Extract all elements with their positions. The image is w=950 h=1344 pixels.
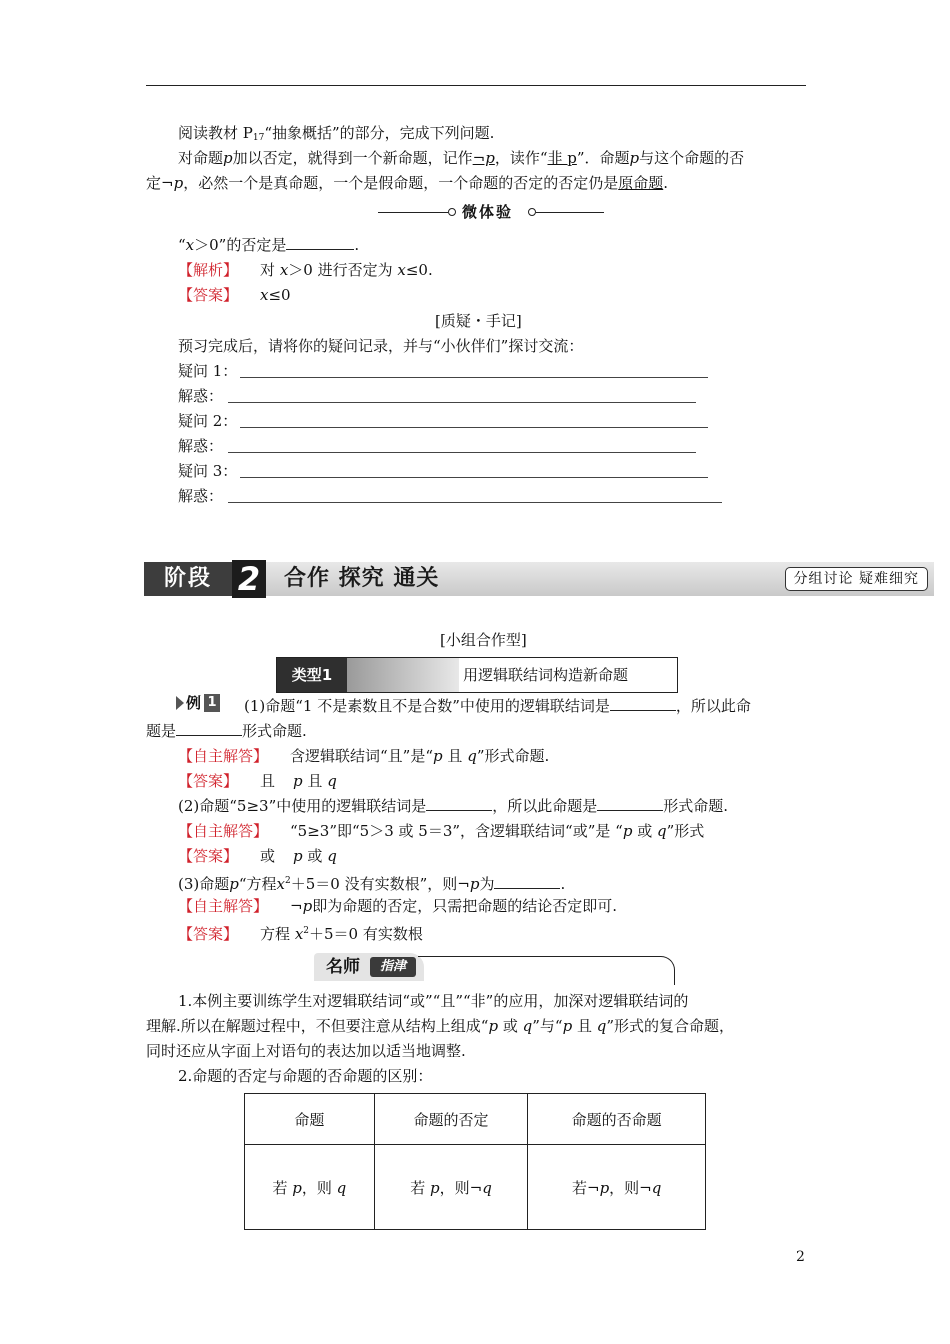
q1-line-1: (1)命题“1 不是素数且不是合数”中使用的逻辑联结词是 ，所以此命 bbox=[244, 697, 751, 715]
header-rule bbox=[146, 85, 806, 86]
type-box bbox=[276, 657, 678, 693]
question-2-line[interactable] bbox=[240, 427, 708, 428]
cell-inverse: 若¬p，则¬q bbox=[528, 1145, 706, 1230]
q2-blank-1[interactable] bbox=[426, 796, 492, 811]
mentor-header bbox=[314, 953, 676, 985]
answer-2-label: 解惑： bbox=[178, 437, 224, 455]
mentor-arc bbox=[418, 956, 675, 985]
stage-number: 2 bbox=[232, 560, 266, 598]
micro-rule-left bbox=[378, 212, 448, 213]
notes-prompt: 预习完成后，请将你的疑问记录，并与“小伙伴们”探讨交流： bbox=[178, 337, 584, 355]
notes-title: [质疑・手记] bbox=[435, 312, 522, 330]
mentor-title: 名师 bbox=[326, 957, 360, 977]
q2-line: (2)命题“5≥3”中使用的逻辑联结词是 ，所以此命题是 形式命题. bbox=[178, 797, 729, 815]
q3-line: (3)命题p“方程$x^2+5=0$ 没有实数根”，则¬p为 . bbox=[178, 875, 566, 893]
micro-analysis: 【解析】 对 x＞0 进行否定为 x≤0. bbox=[178, 261, 433, 279]
micro-dot-right bbox=[528, 208, 536, 216]
header-negation: 命题的否定 bbox=[374, 1094, 528, 1145]
stage-tag: 分组讨论 疑难细究 bbox=[785, 567, 928, 591]
example-word: 例 bbox=[186, 694, 202, 712]
q3-answer: 【答案】 方程 $x^2+5=0$ 有实数根 bbox=[178, 925, 423, 943]
example-number: 1 bbox=[204, 694, 220, 712]
cell-negation: 若 p，则¬q bbox=[374, 1145, 528, 1230]
mentor-p2: 2.命题的否定与命题的否命题的区别： bbox=[178, 1067, 433, 1085]
stage-banner bbox=[144, 562, 934, 596]
mentor-p1-line1: 1.本例主要训练学生对逻辑联结词“或”“且”“非”的应用，加深对逻辑联结词的 bbox=[178, 992, 689, 1010]
analysis-label: 【解析】 bbox=[178, 261, 239, 279]
answer-label: 【答案】 bbox=[178, 286, 239, 304]
play-triangle-icon bbox=[176, 696, 184, 710]
q2-answer: 【答案】 或 p 或 q bbox=[178, 847, 337, 865]
answer-3-label: 解惑： bbox=[178, 487, 224, 505]
answer-3-line[interactable] bbox=[228, 502, 722, 503]
answer-1-line[interactable] bbox=[228, 402, 696, 403]
group-title: [小组合作型] bbox=[440, 631, 527, 649]
question-1-label: 疑问 1： bbox=[178, 362, 238, 380]
header-proposition: 命题 bbox=[245, 1094, 375, 1145]
type-gradient bbox=[347, 658, 459, 692]
stage-label: 阶段 bbox=[144, 562, 232, 596]
micro-rule-right bbox=[536, 212, 604, 213]
read-instruction: 阅读教材 $P_{17}“$抽象概括”的部分，完成下列问题. bbox=[178, 124, 495, 143]
q1-answer: 【答案】 且 p 且 q bbox=[178, 772, 337, 790]
table-header-row bbox=[245, 1094, 706, 1145]
micro-title: 微体验 bbox=[462, 203, 514, 221]
definition-line-1: 对命题p加以否定，就得到一个新命题，记作¬p，读作“非 p”．命题p与这个命题的否 bbox=[178, 149, 745, 167]
q1-solution: 【自主解答】 含逻辑联结词“且”是“p 且 q”形式命题. bbox=[178, 747, 550, 765]
mentor-p1-line3: 同时还应从字面上对语句的表达加以适当地调整. bbox=[146, 1042, 466, 1060]
q3-blank[interactable] bbox=[494, 874, 560, 889]
q2-solution: 【自主解答】 “5≥3”即“5＞3 或 5＝3”，含逻辑联结词“或”是 “p 或 q”形式 bbox=[178, 822, 705, 840]
table-row bbox=[245, 1145, 706, 1230]
q1-line-2: 题是 形式命题. bbox=[146, 722, 307, 740]
header-inverse: 命题的否命题 bbox=[528, 1094, 706, 1145]
micro-question: “x＞0”的否定是 . bbox=[178, 236, 360, 254]
cell-proposition: 若 p，则 q bbox=[245, 1145, 375, 1230]
question-2-label: 疑问 2： bbox=[178, 412, 238, 430]
answer-blank[interactable] bbox=[286, 235, 354, 250]
q3-solution: 【自主解答】 ¬p即为命题的否定，只需把命题的结论否定即可. bbox=[178, 897, 617, 915]
type-label: 类型1 bbox=[277, 658, 347, 692]
micro-answer: 【答案】 x≤0 bbox=[178, 286, 291, 304]
definition-line-2: 定¬p，必然一个是真命题，一个是假命题，一个命题的否定的否定仍是原命题. bbox=[146, 174, 668, 192]
stage-title: 合作 探究 通关 bbox=[284, 566, 440, 591]
answer-1-label: 解惑： bbox=[178, 387, 224, 405]
micro-dot-left bbox=[448, 208, 456, 216]
q2-blank-2[interactable] bbox=[597, 796, 663, 811]
q1-blank-2[interactable] bbox=[176, 721, 242, 736]
page-number: 2 bbox=[796, 1249, 805, 1265]
question-1-line[interactable] bbox=[240, 377, 708, 378]
mentor-badge: 指津 bbox=[370, 957, 416, 977]
type-text: 用逻辑联结词构造新命题 bbox=[463, 666, 629, 684]
q1-blank-1[interactable] bbox=[610, 696, 676, 711]
comparison-table bbox=[244, 1093, 706, 1230]
question-3-line[interactable] bbox=[240, 477, 708, 478]
mentor-p1-line2: 理解.所以在解题过程中，不但要注意从结构上组成“p 或 q”与“p 且 q”形式的复合命题， bbox=[146, 1017, 735, 1035]
answer-2-line[interactable] bbox=[228, 452, 696, 453]
question-3-label: 疑问 3： bbox=[178, 462, 238, 480]
